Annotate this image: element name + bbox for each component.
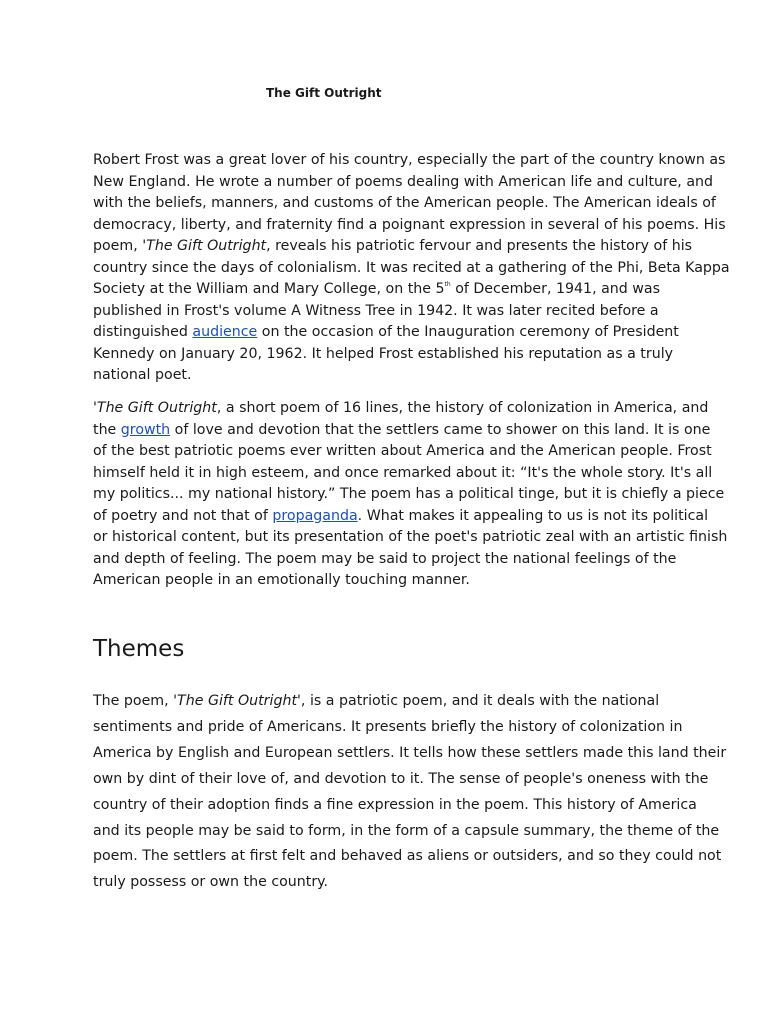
text-line: democracy, liberty, and fraternity find a poignant expression in several of his poems. His [93,216,726,233]
propaganda-link[interactable]: propaganda [272,507,358,524]
themes-heading: Themes [93,636,185,662]
text-line: and its people may be said to form, in the form of a capsule summary, the theme of the [93,822,720,839]
text-line: sentiments and pride of Americans. It presents briefly the history of colonization in [93,718,683,735]
growth-link[interactable]: growth [120,421,171,438]
text-line [93,420,727,442]
text-line: national poet. [93,367,192,383]
text-line [93,236,730,258]
poem-title-italic: 'The Gift Outright' [173,693,301,709]
text-line: published in Frost's volume A Witness Tree in 1942. It was later recited before a [93,302,659,319]
poem-title-italic: 'The Gift Outright [142,238,267,254]
text-line: country since the days of colonialism. It was recited at a gathering of the Phi, Beta Kappa [93,259,730,276]
text-run: distinguished [93,324,193,340]
text-line: New England. He wrote a number of poems dealing with American life and culture, and [93,173,714,190]
text-run: on the occasion of the Inauguration ceremony of President [257,324,679,340]
text-line: own by dint of their love of, and devotion to it. The sense of people's oneness with the [93,770,709,787]
text-run: of poetry and not that of [93,507,273,524]
text-line [93,506,727,528]
text-line: my politics... my national history.” The poem has a political tinge, but it is chiefly a piece [93,486,725,502]
document-title: The Gift Outright [266,86,382,100]
text-run: of December, 1941, and was [450,281,660,297]
text-run: poem, [93,238,143,254]
text-line [93,279,730,301]
text-line: poem. The settlers at first felt and behaved as aliens or outsiders, and so they could not [93,848,722,865]
text-line [93,322,730,344]
text-line: of the best patriotic poems ever written about America and the American people. Frost [93,443,712,459]
text-line: and depth of feeling. The poem may be said to project the national feelings of the [93,550,677,567]
text-run: , is a patriotic poem, and it deals with the national [300,693,660,709]
text-line: country of their adoption finds a fine expression in the poem. This history of America [93,796,697,813]
text-run: , reveals his patriotic fervour and presents the history of his [266,238,693,254]
text-line: with the beliefs, manners, and customs of the American people. The American ideals of [93,195,716,211]
text-run: . What makes it appealing to us is not its political [357,507,709,524]
text-run: the [93,421,121,438]
text-line: himself held it in high esteem, and once remarked about it: “It's the whole story. It's all [93,464,713,481]
text-line: truly possess or own the country. [93,874,329,891]
ordinal-superscript: th [444,281,451,289]
text-line [93,398,727,420]
text-line: Robert Frost was a great lover of his country, especially the part of the country known as [93,152,726,168]
text-line: American people in an emotionally touching manner. [93,572,470,588]
text-run: , a short poem of 16 lines, the history of colonization in America, and [216,400,709,416]
themes-paragraph [93,689,726,896]
text-line: America by English and European settlers. It tells how these settlers made this land their [93,744,727,761]
text-run: of love and devotion that the settlers came to shower on this land. It is one [170,421,711,438]
text-line [93,689,726,715]
poem-summary-paragraph [93,398,727,592]
audience-link[interactable]: audience [192,324,258,340]
intro-paragraph [93,150,730,387]
text-run: The poem, [93,693,174,709]
poem-title-italic: 'The Gift Outright [93,400,217,416]
text-run: Society at the William and Mary College, on the 5 [93,281,445,297]
text-line: or historical content, but its presentation of the poet's patriotic zeal with an artistic finish [93,529,728,545]
text-line: Kennedy on January 20, 1962. It helped Frost established his reputation as a truly [93,345,674,362]
